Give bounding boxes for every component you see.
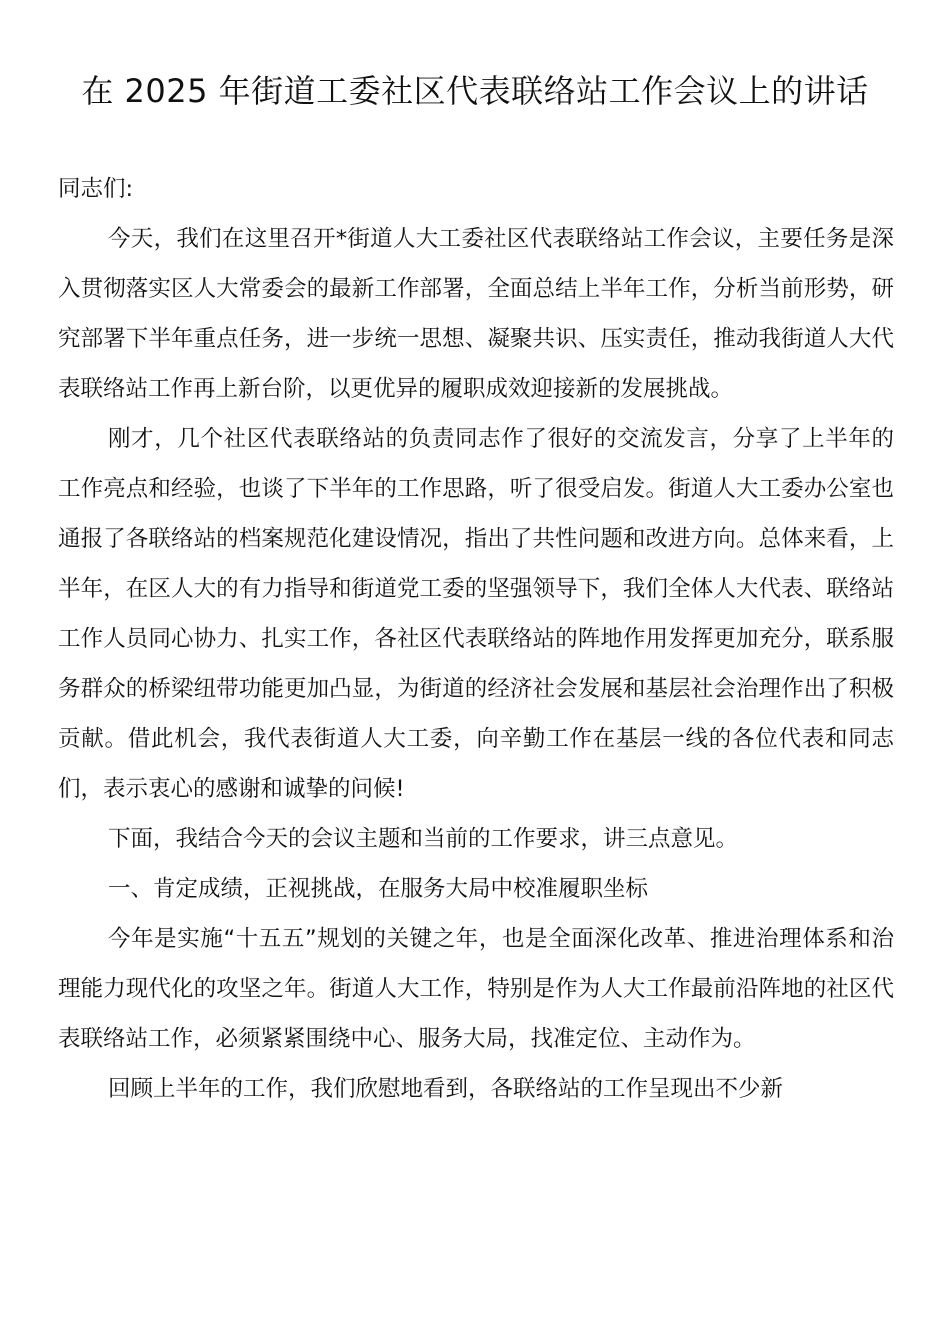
document-body xyxy=(58,164,894,1114)
paragraph-section-intro: 今年是实施“十五五”规划的关键之年，也是全面深化改革、推进治理体系和治理能力现代化的攻坚之年。街道人大工作，特别是作为人大工作最前沿阵地的社区代表联络站工作，必须紧紧围绕中心、服务大局，找准定位、主动作为。 xyxy=(58,926,894,1052)
paragraph-transition: 下面，我结合今天的会议主题和当前的工作要求，讲三点意见。 xyxy=(108,826,739,852)
paragraph-opening: 今天，我们在这里召开*街道人大工委社区代表联络站工作会议，主要任务是深入贯彻落实区人大常委会的最新工作部署，全面总结上半年工作，分析当前形势，研究部署下半年重点任务，进一步统一思想、凝聚共识、压实责任，推动我街道人大代表联络站工作再上新台阶，以更优异的履职成效迎接新的发展挑战。 xyxy=(58,226,894,402)
salutation: 同志们: xyxy=(58,176,134,202)
paragraph-review: 刚才，几个社区代表联络站的负责同志作了很好的交流发言，分享了上半年的工作亮点和经验，也谈了下半年的工作思路，听了很受启发。街道人大工委办公室也通报了各联络站的档案规范化建设情况，指出了共性问题和改进方向。总体来看，上半年，在区人大的有力指导和街道党工委的坚强领导下，我们全体人大代表、联络站工作人员同心协力、扎实工作，各社区代表联络站的阵地作用发挥更加充分，联系服务群众的桥梁纽带功能更加凸显，为街道的经济社会发展和基层社会治理作出了积极贡献。借此机会，我代表街道人大工委，向辛勤工作在基层一线的各位代表和同志们，表示衷心的感谢和诚挚的问候! xyxy=(58,426,894,802)
section-heading: 一、肯定成绩，正视挑战，在服务大局中校准履职坐标 xyxy=(108,876,649,902)
paragraph-section-review: 回顾上半年的工作，我们欣慰地看到，各联络站的工作呈现出不少新 xyxy=(108,1076,784,1102)
document-title: 在 2025 年街道工委社区代表联络站工作会议上的讲话 xyxy=(81,72,869,110)
